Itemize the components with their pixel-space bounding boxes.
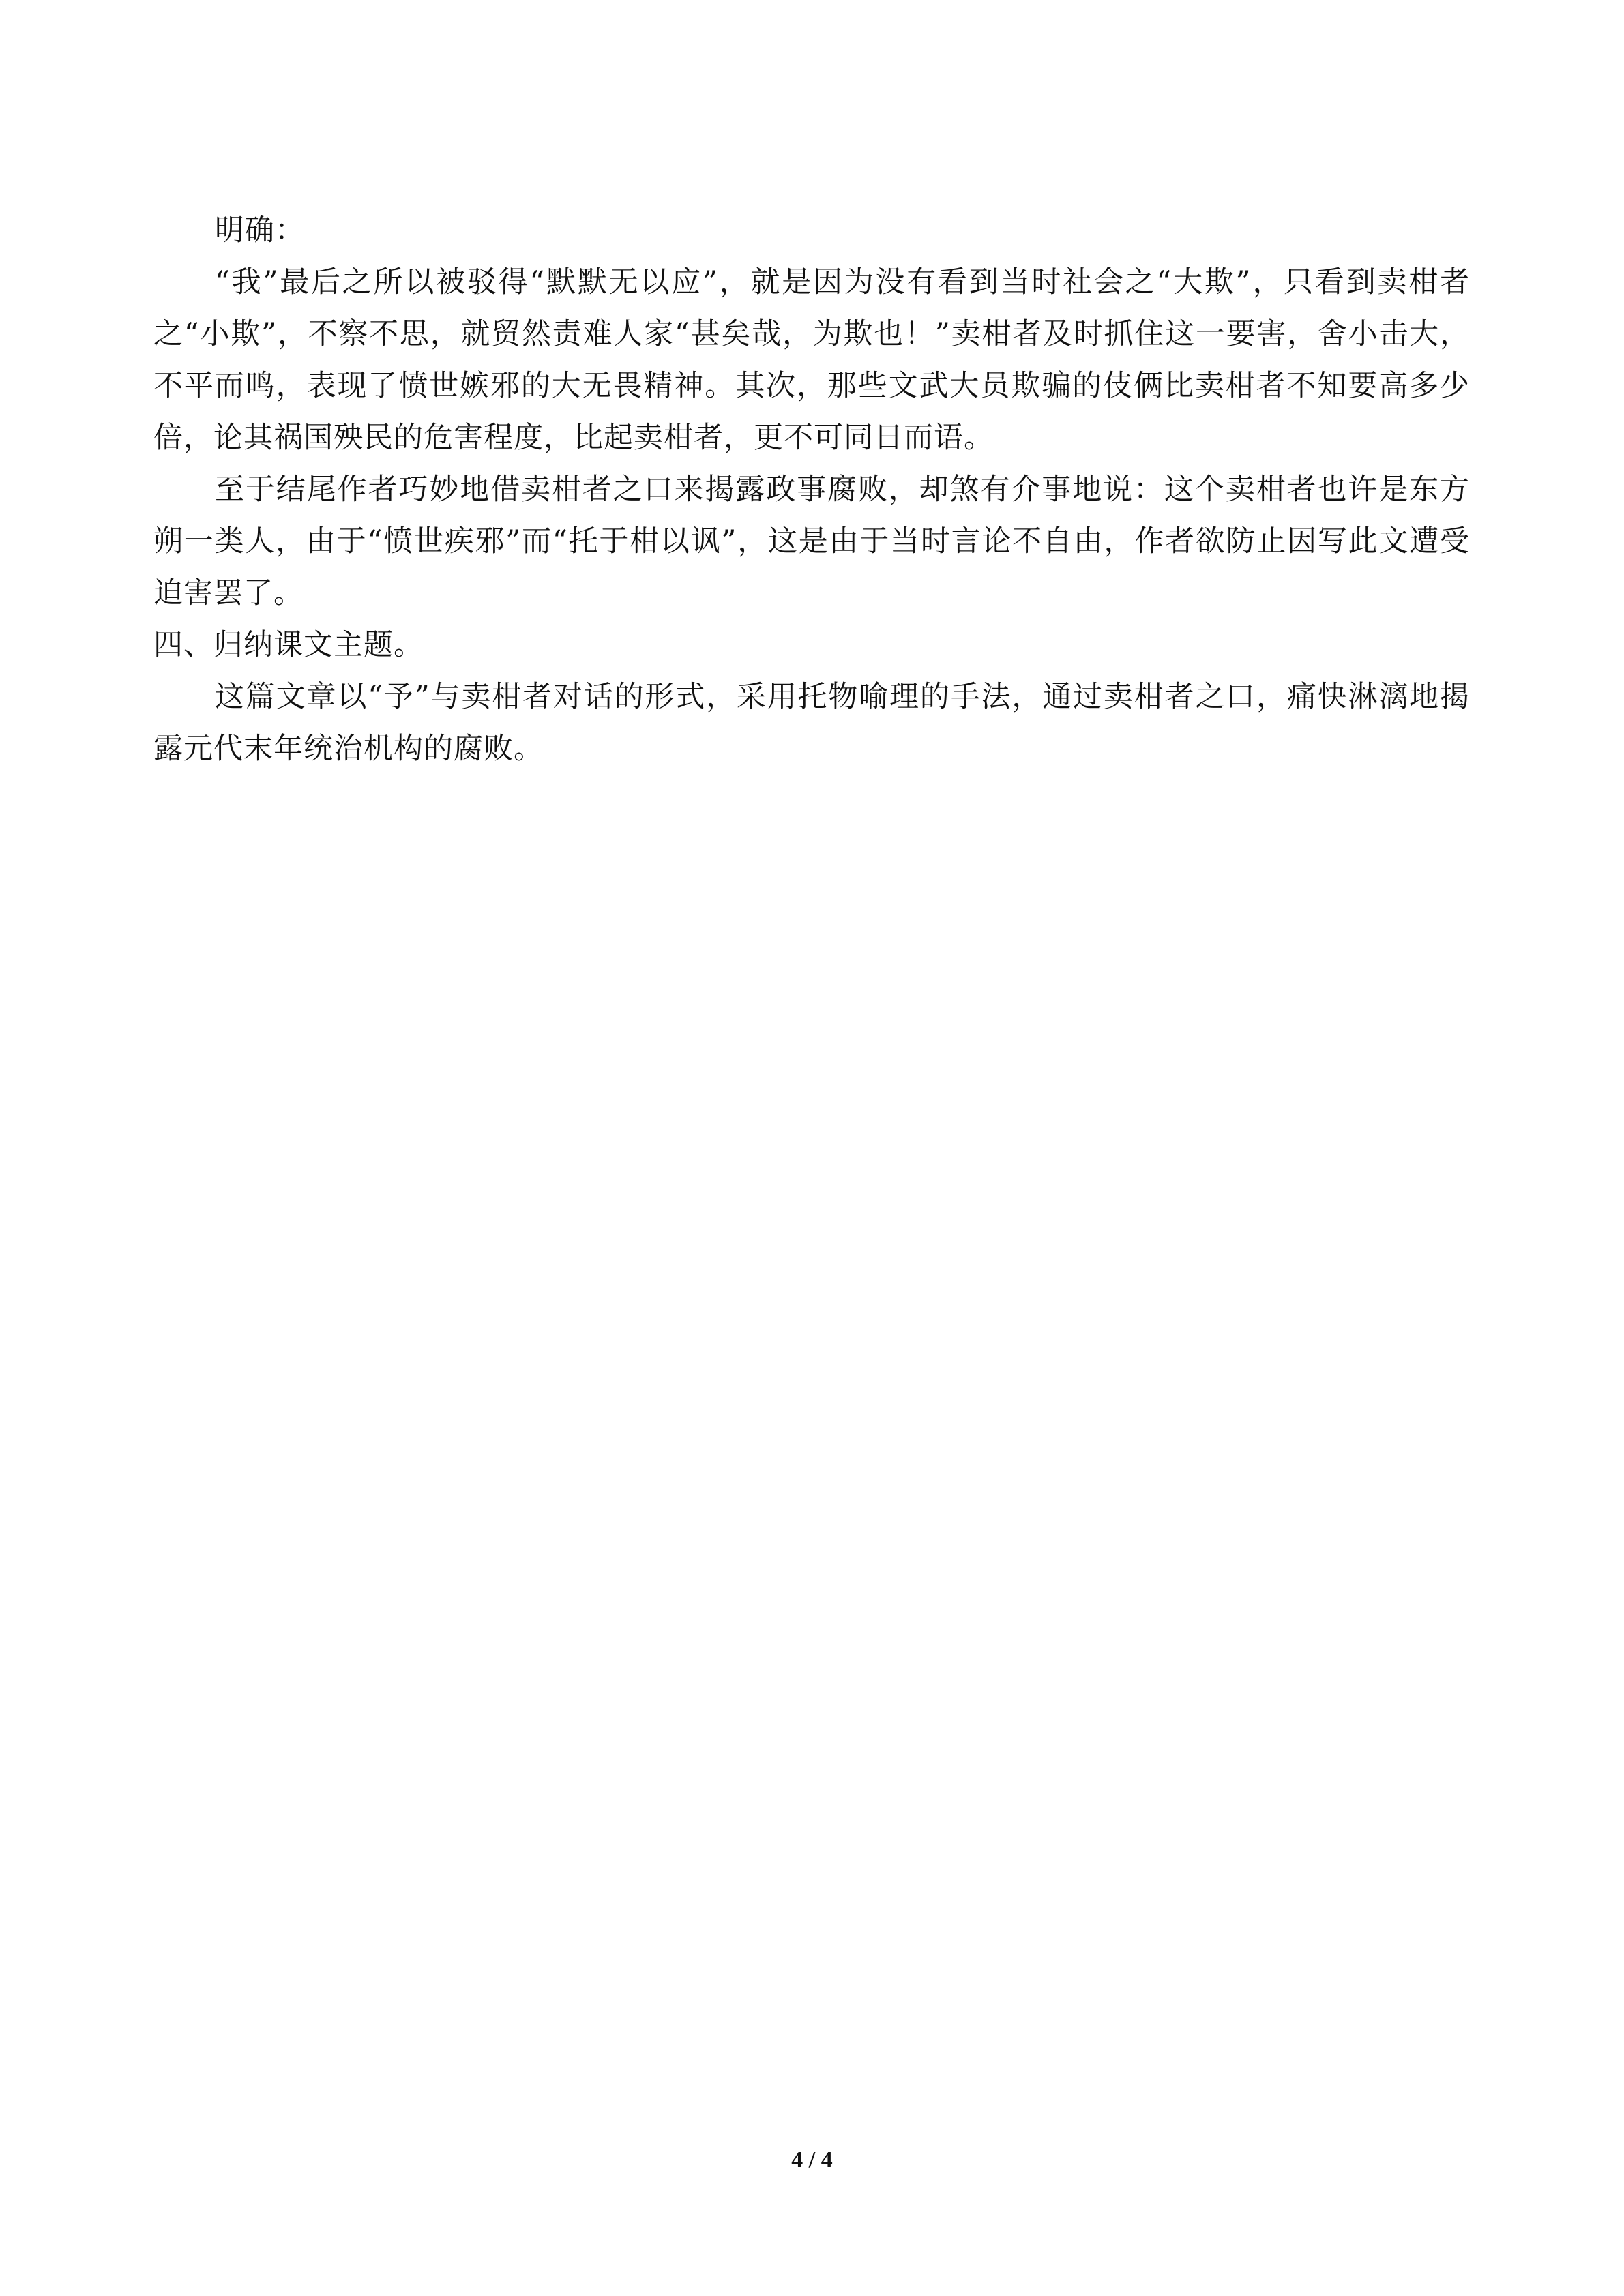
section-heading: 四、归纳课文主题。 xyxy=(153,628,424,662)
page-number: 4 / 4 xyxy=(791,2147,833,2173)
paragraph: “我”最后之所以被驳得“默默无以应”，就是因为没有看到当时社会之“大欺”，只看到卖柑者之“小欺”，不察不思，就贸然责难人家“甚矣哉，为欺也！”卖柑者及时抓住这一要害，舍小击大，不平而鸣，表现了愤世嫉邪的大无畏精神。其次，那些文武大员欺骗的伎俩比卖柑者不知要高多少倍，论其祸国殃民的危害程度，比起卖柑者，更不可同日而语。 xyxy=(153,265,1470,455)
document-body xyxy=(153,205,1470,775)
paragraph: 这篇文章以“予”与卖柑者对话的形式，采用托物喻理的手法，通过卖柑者之口，痛快淋漓地揭露元代末年统治机构的腐败。 xyxy=(153,680,1470,766)
paragraph: 至于结尾作者巧妙地借卖柑者之口来揭露政事腐败，却煞有介事地说：这个卖柑者也许是东方朔一类人，由于“愤世疾邪”而“托于柑以讽”，这是由于当时言论不自由，作者欲防止因写此文遭受迫害罢了。 xyxy=(153,473,1470,610)
paragraph-label: 明确： xyxy=(215,213,305,248)
